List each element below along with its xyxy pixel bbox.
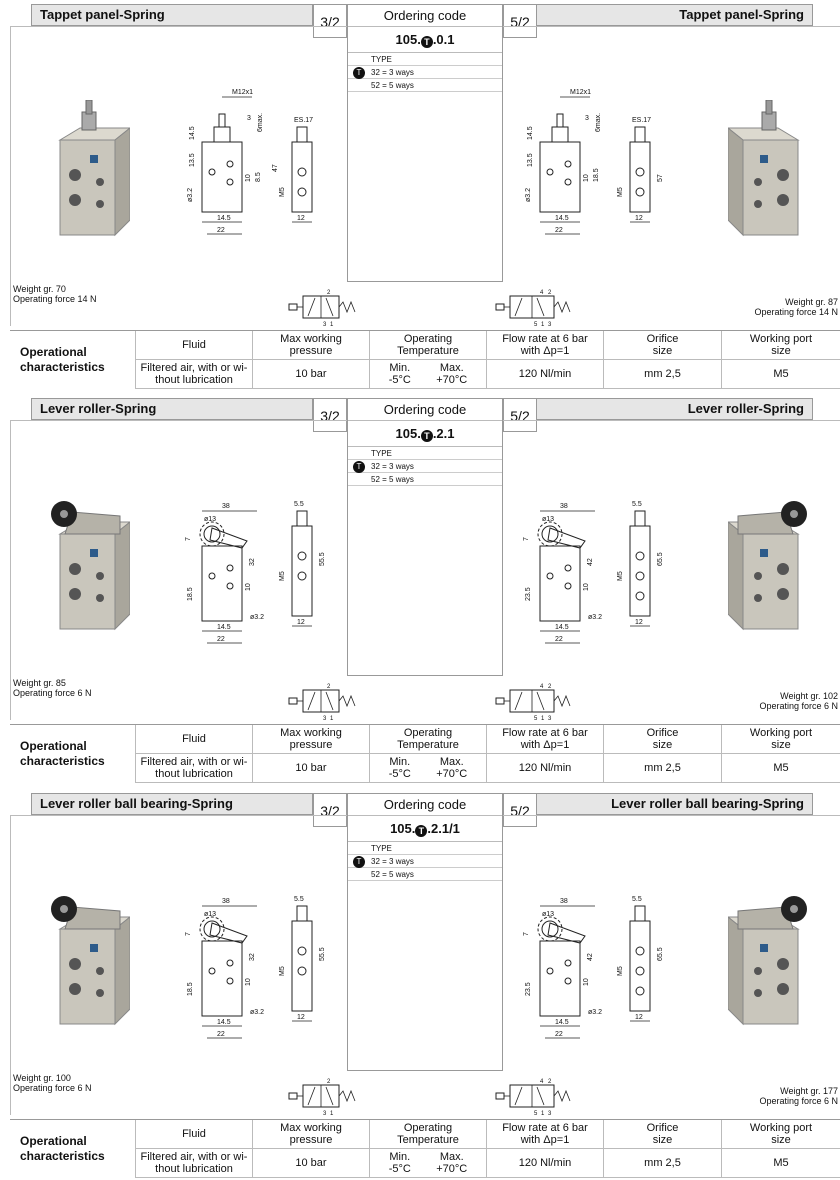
svg-text:3: 3 [323, 1111, 327, 1117]
dimension-drawing-5-2 [510, 871, 680, 1041]
svg-text:3: 3 [323, 322, 327, 328]
svg-text:1: 1 [330, 716, 334, 722]
svg-text:ø3.2: ø3.2 [525, 187, 532, 202]
section-title-left: Tappet panel-Spring [31, 4, 313, 26]
header-port: Working port size [721, 331, 840, 360]
svg-text:65.5: 65.5 [657, 947, 664, 961]
svg-text:M5: M5 [279, 966, 286, 976]
type-header: TYPE [348, 53, 502, 66]
svg-text:2: 2 [548, 684, 552, 690]
ordering-code-prefix: 105. [395, 426, 421, 441]
section-title-right: Lever roller ball bearing-Spring [504, 793, 813, 815]
type-option-5way: 52 = 5 ways [348, 868, 502, 881]
svg-text:M5: M5 [279, 187, 286, 197]
svg-text:7: 7 [523, 932, 530, 936]
svg-text:3: 3 [548, 716, 552, 722]
value-pressure: 10 bar [252, 754, 369, 783]
dimension-drawing-3-2 [172, 871, 342, 1041]
valve-3-2-label: 3/2 [313, 4, 347, 38]
svg-text:10: 10 [583, 978, 590, 986]
svg-text:M12x1: M12x1 [232, 89, 254, 96]
header-temperature: Operating Temperature [369, 1120, 486, 1149]
svg-text:38: 38 [560, 503, 568, 510]
svg-text:7: 7 [523, 537, 530, 541]
svg-text:12: 12 [297, 215, 305, 222]
valve-symbol-5-2-icon [492, 288, 582, 328]
type-badge-icon: T [353, 461, 365, 473]
svg-text:12: 12 [635, 215, 643, 222]
weight-left-value: Weight gr. 100 [13, 1073, 71, 1083]
svg-text:65.5: 65.5 [657, 552, 664, 566]
type-option-5way: 52 = 5 ways [348, 79, 502, 92]
svg-text:55.5: 55.5 [319, 947, 326, 961]
type-placeholder-icon: T [421, 430, 433, 442]
type-header: TYPE [348, 842, 502, 855]
svg-text:38: 38 [222, 898, 230, 905]
product-section [0, 789, 840, 1179]
value-temperature [369, 1149, 486, 1178]
dimension-drawing-3-2 [172, 476, 342, 646]
svg-text:3: 3 [585, 115, 589, 122]
valve-5-2-label: 5/2 [503, 398, 537, 432]
svg-text:10: 10 [245, 583, 252, 591]
svg-text:M5: M5 [617, 571, 624, 581]
header-port: Working port size [721, 725, 840, 754]
ordering-code-title: Ordering code [348, 794, 502, 816]
svg-text:22: 22 [555, 227, 563, 234]
svg-text:22: 22 [217, 636, 225, 643]
svg-text:12: 12 [297, 619, 305, 626]
svg-text:10: 10 [245, 978, 252, 986]
type-header: TYPE [348, 447, 502, 460]
svg-text:ø13: ø13 [204, 911, 217, 918]
svg-text:12: 12 [635, 1014, 643, 1021]
svg-text:32: 32 [249, 558, 256, 566]
valve-5-2-label: 5/2 [503, 4, 537, 38]
type-placeholder-icon: T [421, 36, 433, 48]
valve-photo-left-icon [50, 889, 130, 1029]
svg-text:2: 2 [548, 1079, 552, 1085]
svg-text:5: 5 [534, 1111, 538, 1117]
product-section [0, 394, 840, 784]
dimension-drawing-5-2 [510, 476, 680, 646]
temp-max: Max. +70°C [436, 756, 468, 780]
svg-text:ø13: ø13 [542, 516, 555, 523]
svg-text:ES.17: ES.17 [294, 117, 314, 124]
ordering-code-panel [347, 793, 503, 1071]
weight-left [13, 678, 92, 698]
svg-text:13.5: 13.5 [189, 153, 196, 167]
type-badge-icon: T [353, 856, 365, 868]
header-temperature: Operating Temperature [369, 331, 486, 360]
operational-label: Operational characteristics [20, 345, 105, 374]
svg-text:18.5: 18.5 [593, 168, 600, 182]
weight-left-value: Weight gr. 85 [13, 678, 66, 688]
svg-text:22: 22 [555, 636, 563, 643]
value-port: M5 [721, 1149, 840, 1178]
svg-text:1: 1 [541, 716, 545, 722]
svg-text:3: 3 [323, 716, 327, 722]
svg-text:3: 3 [548, 1111, 552, 1117]
ordering-code-title: Ordering code [348, 5, 502, 27]
header-fluid: Fluid [135, 1120, 252, 1149]
svg-text:42: 42 [587, 953, 594, 961]
header-flow: Flow rate at 6 bar with Δp=1 [486, 725, 603, 754]
operational-table [10, 724, 840, 782]
svg-text:18.5: 18.5 [187, 587, 194, 601]
operational-label: Operational characteristics [20, 739, 105, 768]
svg-text:ø13: ø13 [204, 516, 217, 523]
value-port: M5 [721, 360, 840, 389]
svg-text:7: 7 [185, 537, 192, 541]
valve-photo-right-icon [728, 889, 808, 1029]
weight-right [754, 297, 838, 317]
section-title-right: Tappet panel-Spring [504, 4, 813, 26]
svg-text:32: 32 [249, 953, 256, 961]
valve-symbol-5-2-icon [492, 1077, 582, 1117]
svg-text:14.5: 14.5 [555, 1019, 569, 1026]
type-option-3way: T 32 = 3 ways [348, 855, 502, 868]
svg-text:55.5: 55.5 [319, 552, 326, 566]
header-temperature: Operating Temperature [369, 725, 486, 754]
svg-text:5.5: 5.5 [294, 501, 304, 508]
header-pressure: Max working pressure [252, 331, 369, 360]
type-placeholder-icon: T [415, 825, 427, 837]
ordering-code-suffix: .2.1/1 [427, 821, 460, 836]
weight-right-value: Weight gr. 87 [785, 297, 838, 307]
svg-text:14.5: 14.5 [555, 624, 569, 631]
svg-text:2: 2 [327, 290, 331, 296]
svg-text:3: 3 [548, 322, 552, 328]
ordering-code-prefix: 105. [390, 821, 416, 836]
svg-text:M12x1: M12x1 [570, 89, 592, 96]
weight-left-value: Weight gr. 70 [13, 284, 66, 294]
svg-text:22: 22 [555, 1031, 563, 1038]
header-fluid: Fluid [135, 331, 252, 360]
type-option-3way: T 32 = 3 ways [348, 66, 502, 79]
svg-text:14.5: 14.5 [555, 215, 569, 222]
svg-text:ø3.2: ø3.2 [187, 187, 194, 202]
valve-symbol-5-2-icon [492, 682, 582, 722]
header-orifice: Orifice size [603, 331, 721, 360]
ordering-code-panel [347, 4, 503, 282]
value-temperature [369, 360, 486, 389]
header-fluid: Fluid [135, 725, 252, 754]
header-pressure: Max working pressure [252, 1120, 369, 1149]
force-right-value: Operating force 6 N [759, 701, 838, 711]
svg-text:22: 22 [217, 1031, 225, 1038]
svg-text:ø3.2: ø3.2 [588, 1009, 603, 1016]
svg-text:57: 57 [657, 174, 664, 182]
value-orifice: mm 2,5 [603, 1149, 721, 1178]
temp-min: Min. -5°C [388, 1151, 411, 1175]
value-fluid: Filtered air, with or wi- thout lubrication [135, 360, 252, 389]
weight-left [13, 284, 97, 304]
svg-text:4: 4 [540, 1079, 544, 1085]
force-left-value: Operating force 14 N [13, 294, 97, 304]
header-orifice: Orifice size [603, 725, 721, 754]
svg-text:14.5: 14.5 [217, 215, 231, 222]
value-flow: 120 Nl/min [486, 1149, 603, 1178]
svg-text:1: 1 [330, 322, 334, 328]
temp-max: Max. +70°C [436, 1151, 468, 1175]
svg-text:38: 38 [560, 898, 568, 905]
svg-text:ø13: ø13 [542, 911, 555, 918]
valve-symbol-3-2-icon [285, 1077, 365, 1117]
svg-text:6max.: 6max. [595, 112, 602, 132]
value-fluid: Filtered air, with or wi- thout lubrication [135, 1149, 252, 1178]
svg-text:38: 38 [222, 503, 230, 510]
svg-text:2: 2 [327, 684, 331, 690]
svg-text:7: 7 [185, 932, 192, 936]
valve-photo-right-icon [728, 494, 808, 634]
svg-text:14.5: 14.5 [527, 126, 534, 140]
svg-text:13.5: 13.5 [527, 153, 534, 167]
svg-text:ø3.2: ø3.2 [250, 614, 265, 621]
ordering-code-prefix: 105. [395, 32, 421, 47]
temp-min: Min. -5°C [388, 362, 411, 386]
valve-3-2-label: 3/2 [313, 398, 347, 432]
svg-text:10: 10 [245, 174, 252, 182]
svg-text:1: 1 [330, 1111, 334, 1117]
value-flow: 120 Nl/min [486, 360, 603, 389]
value-pressure: 10 bar [252, 360, 369, 389]
svg-text:5: 5 [534, 716, 538, 722]
value-fluid: Filtered air, with or wi- thout lubrication [135, 754, 252, 783]
ordering-code [348, 816, 502, 842]
weight-left [13, 1073, 92, 1093]
svg-text:2: 2 [327, 1079, 331, 1085]
valve-3-2-label: 3/2 [313, 793, 347, 827]
type-badge-icon: T [353, 67, 365, 79]
svg-text:6max.: 6max. [257, 112, 264, 132]
svg-text:5.5: 5.5 [632, 896, 642, 903]
weight-right-value: Weight gr. 102 [780, 691, 838, 701]
header-orifice: Orifice size [603, 1120, 721, 1149]
header-flow: Flow rate at 6 bar with Δp=1 [486, 331, 603, 360]
svg-text:10: 10 [583, 583, 590, 591]
value-temperature [369, 754, 486, 783]
svg-text:5.5: 5.5 [294, 896, 304, 903]
svg-text:4: 4 [540, 684, 544, 690]
value-flow: 120 Nl/min [486, 754, 603, 783]
operational-label: Operational characteristics [20, 1134, 105, 1163]
section-title-left: Lever roller-Spring [31, 398, 313, 420]
header-pressure: Max working pressure [252, 725, 369, 754]
svg-text:3: 3 [247, 115, 251, 122]
ordering-code-panel [347, 398, 503, 676]
ordering-code-suffix: .0.1 [432, 32, 455, 47]
valve-symbol-3-2-icon [285, 288, 365, 328]
svg-text:M5: M5 [279, 571, 286, 581]
svg-text:2: 2 [548, 290, 552, 296]
type-option-3way: T 32 = 3 ways [348, 460, 502, 473]
svg-text:ES.17: ES.17 [632, 117, 652, 124]
svg-text:8.5: 8.5 [255, 172, 262, 182]
svg-text:M5: M5 [617, 187, 624, 197]
ordering-code-title: Ordering code [348, 399, 502, 421]
force-left-value: Operating force 6 N [13, 1083, 92, 1093]
product-section [0, 0, 840, 390]
svg-text:5: 5 [534, 322, 538, 328]
svg-text:4: 4 [540, 290, 544, 296]
type-option-5way: 52 = 5 ways [348, 473, 502, 486]
weight-right-value: Weight gr. 177 [780, 1086, 838, 1096]
value-pressure: 10 bar [252, 1149, 369, 1178]
temp-min: Min. -5°C [388, 756, 411, 780]
weight-right [759, 691, 838, 711]
valve-photo-left-icon [50, 494, 130, 634]
svg-text:42: 42 [587, 558, 594, 566]
svg-text:10: 10 [583, 174, 590, 182]
ordering-code [348, 421, 502, 447]
operational-table [10, 1119, 840, 1177]
svg-text:14.5: 14.5 [189, 126, 196, 140]
svg-text:47: 47 [272, 164, 279, 172]
header-port: Working port size [721, 1120, 840, 1149]
section-title-right: Lever roller-Spring [504, 398, 813, 420]
svg-text:23.5: 23.5 [525, 982, 532, 996]
value-port: M5 [721, 754, 840, 783]
force-right-value: Operating force 14 N [754, 307, 838, 317]
valve-5-2-label: 5/2 [503, 793, 537, 827]
svg-text:12: 12 [635, 619, 643, 626]
svg-text:23.5: 23.5 [525, 587, 532, 601]
weight-right [759, 1086, 838, 1106]
valve-symbol-3-2-icon [285, 682, 365, 722]
ordering-code-suffix: .2.1 [432, 426, 455, 441]
valve-photo-left-icon [50, 100, 130, 240]
svg-text:ø3.2: ø3.2 [588, 614, 603, 621]
svg-text:1: 1 [541, 322, 545, 328]
dimension-drawing-3-2 [172, 82, 342, 252]
svg-text:1: 1 [541, 1111, 545, 1117]
svg-text:22: 22 [217, 227, 225, 234]
header-flow: Flow rate at 6 bar with Δp=1 [486, 1120, 603, 1149]
svg-text:5.5: 5.5 [632, 501, 642, 508]
value-orifice: mm 2,5 [603, 754, 721, 783]
svg-text:14.5: 14.5 [217, 624, 231, 631]
temp-max: Max. +70°C [436, 362, 468, 386]
svg-text:M5: M5 [617, 966, 624, 976]
svg-text:ø3.2: ø3.2 [250, 1009, 265, 1016]
svg-text:14.5: 14.5 [217, 1019, 231, 1026]
svg-text:18.5: 18.5 [187, 982, 194, 996]
dimension-drawing-5-2 [510, 82, 680, 252]
section-title-left: Lever roller ball bearing-Spring [31, 793, 313, 815]
operational-table [10, 330, 840, 388]
value-orifice: mm 2,5 [603, 360, 721, 389]
force-right-value: Operating force 6 N [759, 1096, 838, 1106]
valve-photo-right-icon [728, 100, 808, 240]
force-left-value: Operating force 6 N [13, 688, 92, 698]
svg-text:12: 12 [297, 1014, 305, 1021]
ordering-code [348, 27, 502, 53]
